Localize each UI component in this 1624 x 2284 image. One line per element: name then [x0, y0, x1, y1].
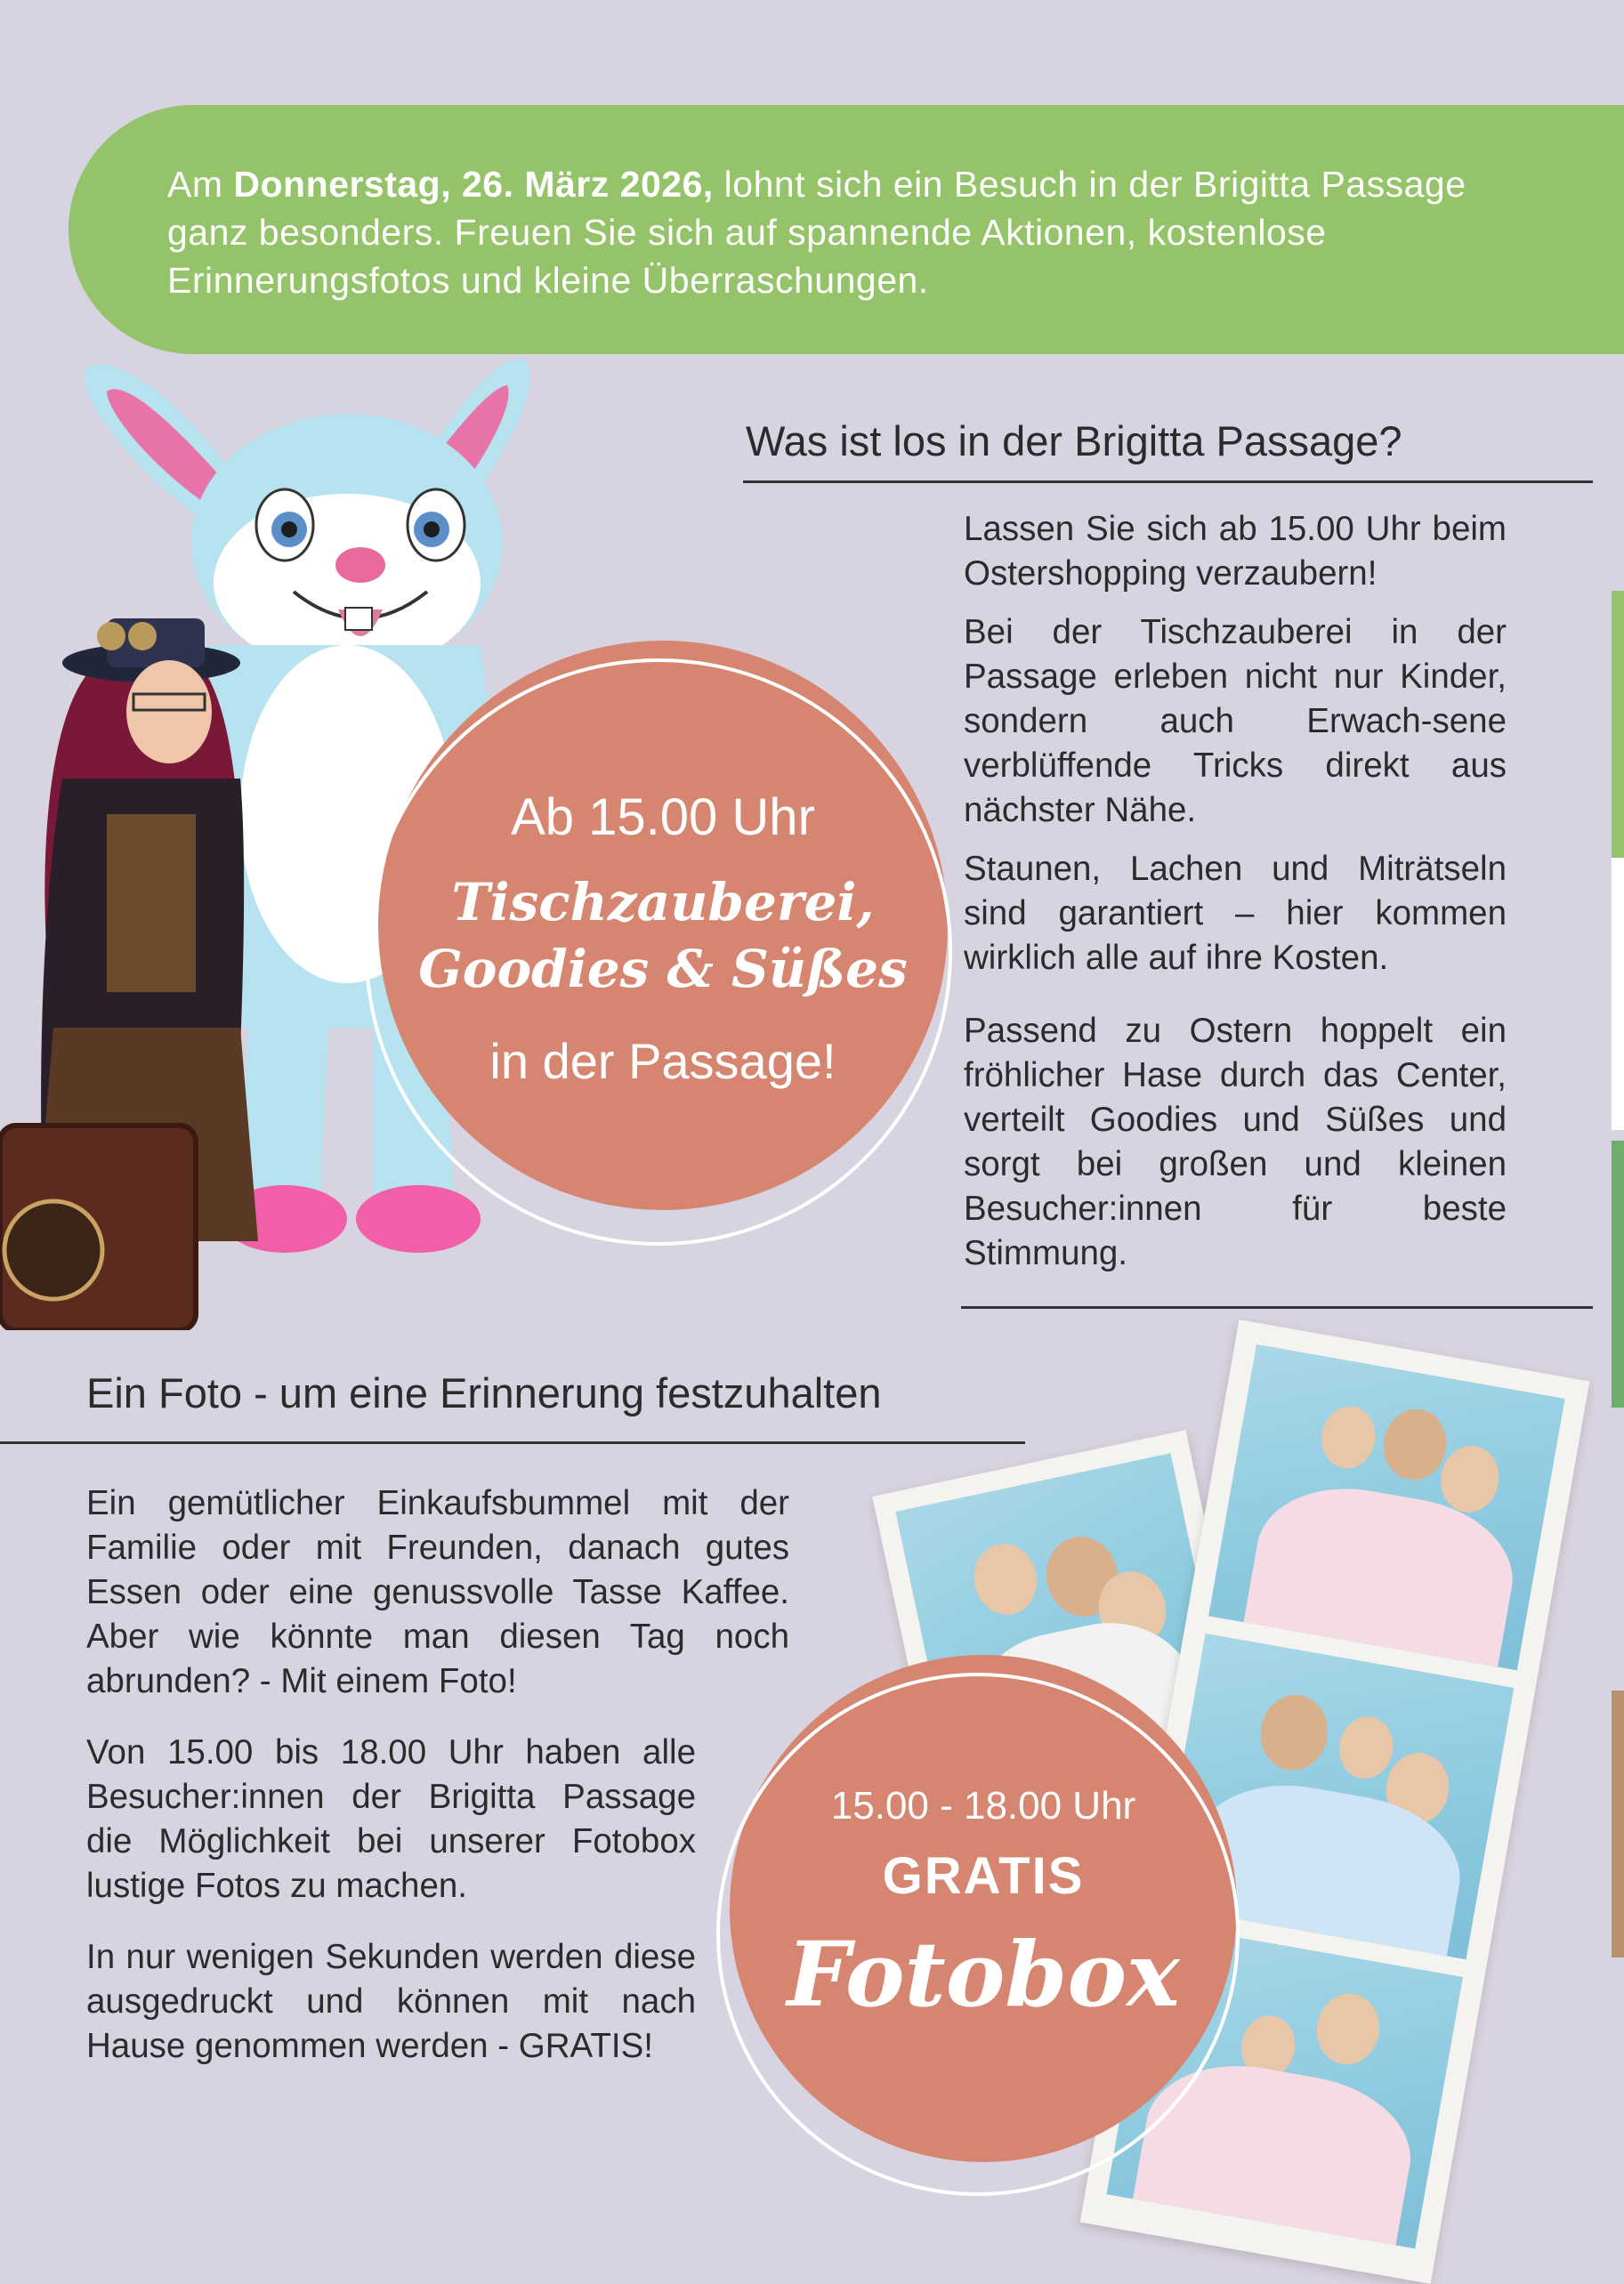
section2-heading: Ein Foto - um eine Erinnerung festzuhalten: [86, 1369, 882, 1416]
section1-rule: [743, 480, 1593, 483]
intro-banner: [69, 105, 1624, 354]
section2-paragraph: In nur wenigen Sekunden werden diese ausgedruckt und können mit nach Hause genommen werden - GRATIS!: [86, 1938, 696, 2065]
section1-heading: Was ist los in der Brigitta Passage?: [746, 417, 1402, 464]
side-stripe-darkgreen: [1612, 1141, 1624, 1408]
section1-paragraph: Bei der Tischzauberei in der Passage erleben nicht nur Kinder, sondern auch Erwach-sene verblüffende Tricks direkt aus nächster Nähe.: [964, 613, 1507, 829]
circle-time: Ab 15.00 Uhr: [511, 788, 815, 846]
section1-body: [964, 507, 1507, 1276]
circle-title-1: Tischzauberei,: [451, 872, 875, 932]
section2-rule: [0, 1441, 1025, 1444]
fotobox-gratis: GRATIS: [882, 1847, 1085, 1905]
section1-paragraph: Lassen Sie sich ab 15.00 Uhr beim Ostershopping verzaubern!: [964, 510, 1507, 593]
section2-paragraph: Von 15.00 bis 18.00 Uhr haben alle Besucher:innen der Brigitta Passage die Möglichkeit bei unserer Fotobox lustige Fotos zu machen.: [86, 1733, 696, 1905]
section1-paragraph: Passend zu Ostern hoppelt ein fröhlicher Hase durch das Center, verteilt Goodies und Süßes und sorgt bei großen und kleinen Besucher:innen für beste Stimmung.: [964, 1012, 1507, 1272]
side-stripe-white: [1612, 858, 1624, 1130]
section1-bottom-rule: [961, 1306, 1593, 1309]
section2-body: [86, 1481, 789, 2069]
side-stripe-brown: [1612, 1691, 1624, 1957]
section1-paragraph: Staunen, Lachen und Miträtseln sind garantiert – hier kommen wirklich alle auf ihre Kosten.: [964, 850, 1507, 977]
intro-text: Am Donnerstag, 26. März 2026, lohnt sich ein Besuch in der Brigitta Passage ganz besonders. Freuen Sie sich auf spannende Aktionen, kostenlose Erinnerungsfotos und kleine Überraschungen.: [167, 164, 1466, 301]
circle-title-2: Goodies & Süßes: [418, 939, 908, 999]
fotobox-time: 15.00 - 18.00 Uhr: [830, 1784, 1136, 1828]
fotobox-ring: [716, 1673, 1240, 2196]
side-stripe-green: [1612, 591, 1624, 858]
tischzauberei-ring: [365, 658, 952, 1246]
magician-icon: [0, 618, 258, 1330]
circle-location: in der Passage!: [489, 1033, 836, 1089]
section2-paragraph: Ein gemütlicher Einkaufsbummel mit der Familie oder mit Freunden, danach gutes Essen oder eine genussvolle Tasse Kaffee. Aber wie könnte man diesen Tag noch abrunden? - Mit einem Foto!: [86, 1484, 789, 1700]
family-photo: [1208, 1344, 1564, 1670]
fotobox-title: Fotobox: [787, 1922, 1180, 2027]
